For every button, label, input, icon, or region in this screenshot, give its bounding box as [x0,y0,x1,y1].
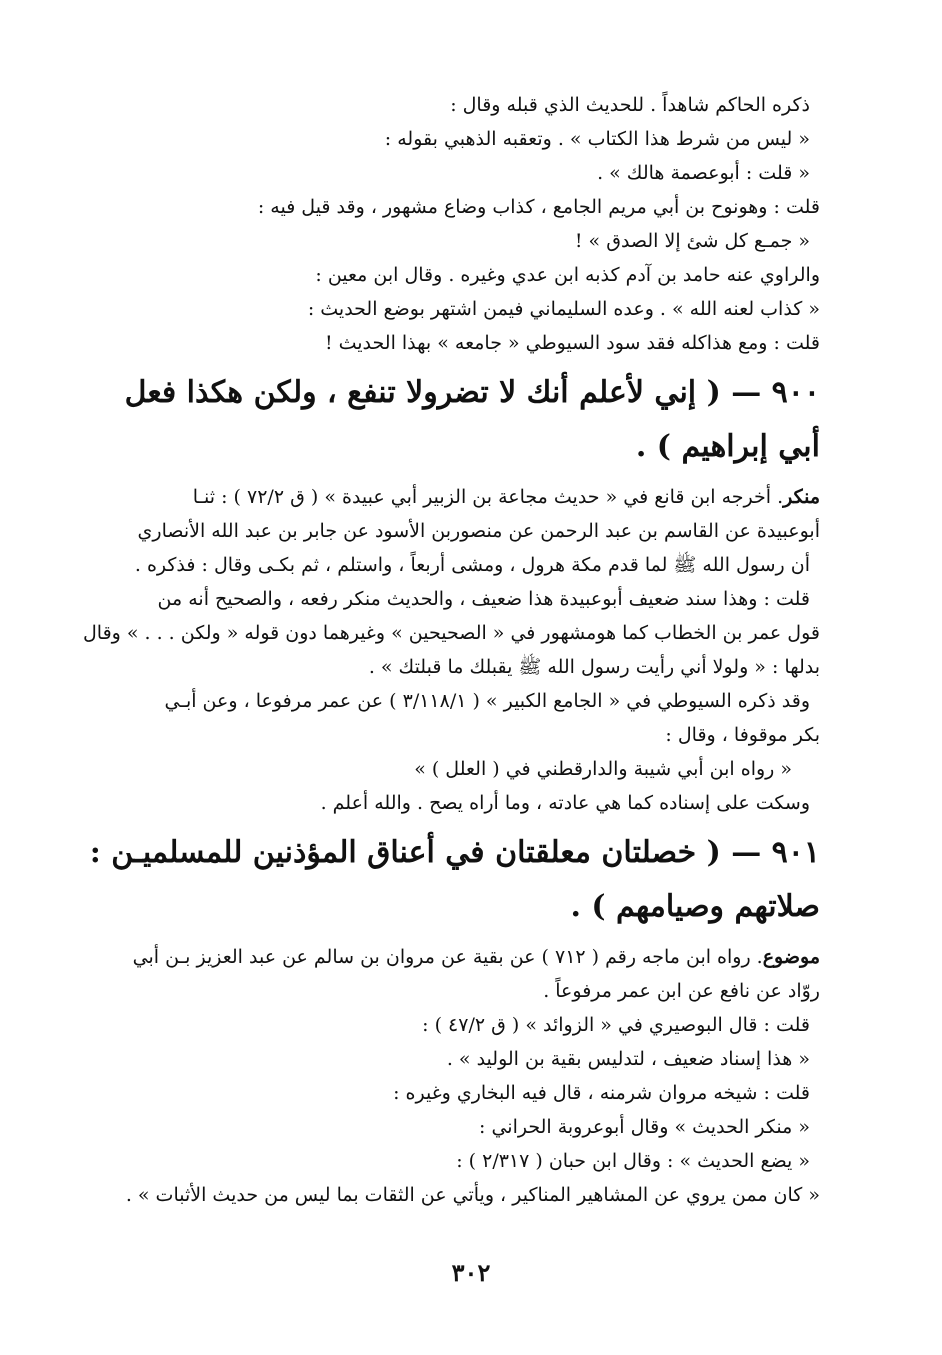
hadith-grade: منكر [783,486,820,508]
hadith-900-title: ٩٠٠ — ( إني لأعلم أنك لا تضرولا تنفع ، ولكن هكذا فعل [124,375,820,410]
text-line: ذكره الحاكم شاهداً . للحديث الذي قبله وقال : [450,94,810,116]
text-line: « هذا إسناد ضعيف ، لتدليس بقية بن الوليد » . [446,1048,810,1070]
grade-line [66,940,820,974]
text-line: « جمـع كل شئ إلا الصدق » ! [574,230,810,252]
text-line: قول عمر بن الخطاب كما هومشهور في « الصحيحين » وغيرهما دون قوله « ولكن . . . » وقال [82,622,820,644]
text-line: بدلها : « ولولا أني رأيت رسول الله ﷺ يقبلك ما قبلتك » . [368,656,820,678]
page-number: ٣٠٢ [451,1258,491,1287]
text-line: « منكر الحديث » وقال أبوعروبة الحراني : [479,1116,810,1138]
text-line: قلت : وهونوح بن أبي مريم الجامع ، كذاب وضاع مشهور ، وقد قيل فيه : [257,196,820,218]
text-line: قلت : قال البوصيري في « الزوائد » ( ق ٤٧/٢ ) : [422,1014,810,1036]
text-line: وسكت على إسناده كما هي عادته ، وما أراه يصح . والله أعلم . [320,792,810,814]
hadith-901-title: ٩٠١ — ( خصلتان معلقتان في أعناق المؤذنين للمسلميـن : [89,835,820,870]
hadith-grade: موضوع [762,946,820,968]
text-line: قلت : وهذا سند ضعيف أبوعبيدة هذا ضعيف ، والحديث منكر رفعه ، والصحيح أنه من [157,588,810,610]
text-line: « كان ممن يروي عن المشاهير المناكير ، ويأتي عن الثقات بما ليس من حديث الأثبات » . [125,1184,820,1206]
text-line: قلت : ومع هذاكله فقد سود السيوطي « جامعه » بهذا الحديث ! [324,332,820,354]
text-line: وقد ذكره السيوطي في « الجامع الكبير » ( ٣/١١٨/١ ) عن عمر مرفوعا ، وعن أبـي [164,690,810,712]
text-line: « ليس من شرط هذا الكتاب » . وتعقبه الذهبي بقوله : [384,128,810,150]
text-line: روّاد عن نافع عن ابن عمر مرفوعاً . [543,980,820,1002]
text-line: « رواه ابن أبي شيبة والدارقطني في ( العلل ) » [414,758,792,780]
text-line: والراوي عنه حامد بن آدم كذبه ابن عدي وغيره . وقال ابن معين : [315,264,820,286]
text-line: « يضع الحديث » : وقال ابن حبان ( ٢/٣١٧ ) : [456,1150,810,1172]
grade-line [66,480,820,514]
text-line: بكر موقوفا ، وقال : [665,724,820,746]
text-line: أبوعبيدة عن القاسم بن عبد الرحمن عن منصوربن الأسود عن جابر بن عبد الله الأنصاري [137,520,820,542]
text-line: أن رسول الله ﷺ لما قدم مكة هرول ، ومشى أربعاً ، واستلم ، ثم بكـى وقال : فذكره . [134,554,810,576]
hadith-901-title-cont: صلاتهم وصيامهم ) . [570,889,820,924]
text-line: « كذاب لعنه الله » . وعده السليماني فيمن اشتهر بوضع الحديث : [307,298,820,320]
text-line: « قلت : أبوعصمة هالك » . [597,162,810,184]
text-segment: . أخرجه ابن قانع في « حديث مجاعة بن الزبير أبي عبيدة » ( ق ٧٢/٢ ) : ثنـا [192,486,784,508]
hadith-900-title-cont: أبي إبراهيم ) . [635,429,820,464]
text-segment: . رواه ابن ماجه رقم ( ٧١٢ ) عن بقية عن مروان بن سالم عن عبد العزيز بـن أبي [132,946,763,968]
text-line: قلت : شيخه مروان شرمنه ، قال فيه البخاري وغيره : [393,1082,810,1104]
